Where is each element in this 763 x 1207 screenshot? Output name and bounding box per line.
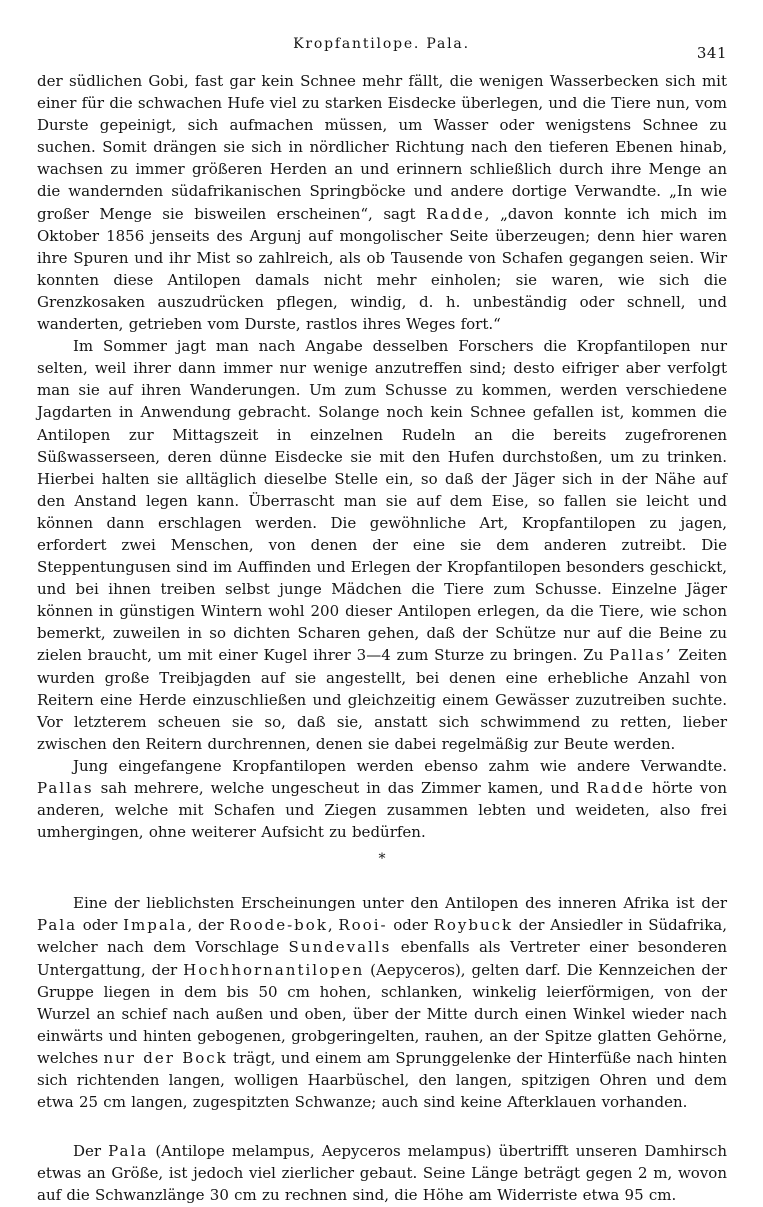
term-roode-bok: Roode-bok [229, 916, 328, 935]
section-separator: * [378, 851, 386, 868]
author-name-radde: Radde [586, 779, 645, 797]
term-hochhornantilopen: Hochhornantilopen [183, 960, 365, 979]
term-impala: Impala [123, 916, 188, 935]
paragraph-3-text-c: hörte von anderen, welche mit Schafen und Ziegen zusammen lebten und weideten, also frei umhergingen, ohne weiterer Aufsicht zu bedürfen. [37, 779, 727, 842]
paragraph-5-text: Der [73, 1142, 109, 1161]
paragraph-5-text-b: (Antilope melampus, Aepyceros melampus) übertrifft unseren Damhirsch etwas an Größe, ist jedoch viel zierlicher gebaut. Seine Länge beträgt gegen 2 m, wovon auf die Schwanzlänge 30 cm zu rechnen sind, die Höhe am Widerriste etwa 95 cm. [37, 1142, 727, 1205]
paragraph-2 [37, 335, 727, 755]
paragraph-5 [37, 1140, 727, 1206]
author-name-pallas: Pallas [37, 779, 94, 797]
paragraph-1-text: der südlichen Gobi, fast gar kein Schnee mehr fällt, die wenigen Wasserbecken sich mit einer für die schwachen Hufe viel zu starken Eisdecke überlegen, und die Tiere nun, vom Durste gepeinigt, sich aufmachen müssen, um Wasser oder wenigstens Schnee zu suchen. Somit drängen sie sich in nördlicher Richtung nach den tieferen Ebenen hinab, wachsen zu immer größeren Herden an und erinnern schließlich durch ihre Menge an die wandernden südafrikanischen Springböcke und andere dortige Verwandte. „In wie großer Menge sie bisweilen erscheinen“, sagt [37, 72, 727, 223]
paragraph-4-text-g: ebenfalls als Vertreter einer besonderen Untergattung, der [37, 938, 727, 979]
page-header [0, 36, 763, 60]
paragraph-4-text-i: trägt, und einem am Sprunggelenke der Hinterfüße nach hinten sich richtenden langen, wolligen Haarbüschel, den langen, spitzigen Ohren und dem etwa 25 cm langen, zugespitzten Schwanze; auch sind keine Afterklauen vorhanden. [37, 1048, 727, 1112]
term-roybuck: Roybuck [433, 916, 514, 935]
paragraph-2-text-b: Zeiten wurden große Treibjagden auf sie angestellt, bei denen eine erhebliche Anzahl von Reitern eine Herde einzuschließen und gleichzeitig einem Gewässer zuzutreiben suchte. Vor letzterem scheuen sie so, daß sie, anstatt sich schwimmend zu retten, lieber zwischen den Reitern durchrennen, denen sie dabei regelmäßig zur Beute werden. [37, 646, 727, 753]
paragraph-1-text-b: , „davon konnte ich mich im Oktober 1856 jenseits des Argunj auf mongolischer Seite überzeugen; denn hier waren ihre Spuren und ihr Mist so zahlreich, als ob Tausende von Schafen gegangen seien. Wir konnten diese Antilopen damals nicht mehr einholen; sie waren, wie sich die Grenzkosaken auszudrücken pflegen, windig, d. h. unbeständig oder schnell, und wanderten, getrieben vom Durste, rastlos ihres Weges fort.“ [37, 204, 727, 334]
page-number: 341 [696, 44, 727, 62]
paragraph-4-text-b: oder [77, 916, 124, 935]
paragraph-4-text-c: , der [187, 916, 230, 935]
term-pala: Pala [108, 1142, 149, 1161]
author-name-radde: Radde [426, 204, 485, 223]
paragraph-4-text-d: , [327, 916, 339, 935]
paragraph-2-text: Im Sommer jagt man nach Angabe desselben Forschers die Kropfantilopen nur selten, weil ihrer dann immer nur wenige anzutreffen sind; desto eifriger aber verfolgt man sie auf ihren Wanderungen. Um zum Schusse zu kommen, werden verschiedene Jagdarten in Anwendung gebracht. Solange noch kein Schnee gefallen ist, kommen die Antilopen zur Mittagszeit in einzelnen Rudeln an die bereits zugefrorenen Süßwasserseen, deren dünne Eisdecke sie mit den Hufen durchstoßen, um zu trinken. Hierbei halten sie alltäglich dieselbe Stelle ein, so daß der Jäger sich in der Nähe auf den Anstand legen kann. Überrascht man sie auf dem Eise, so fallen sie leicht und können dann erschlagen werden. Die gewöhnliche Art, Kropfantilopen zu jagen, erfordert zwei Menschen, von denen der eine sie dem anderen zutreibt. Die Steppentungusen sind im Auffinden und Erlegen der Kropfantilopen besonders geschickt, und bei ihnen treiben selbst junge Mädchen die Tiere zum Schusse. Einzelne Jäger können in günstigen Wintern wohl 200 dieser Antilopen erlegen, da die Tiere, wie schon bemerkt, zuweilen in so dichten Scharen gehen, daß der Schütze nur auf die Beine zu zielen braucht, um mit einer Kugel ihrer 3—4 zum Sturze zu bringen. Zu [37, 337, 727, 665]
term-rooi: Rooi- [338, 916, 388, 935]
paragraph-3 [37, 755, 727, 843]
paragraph-3-text-b: sah mehrere, welche ungescheut in das Zimmer kamen, und [93, 779, 587, 797]
paragraph-3-text: Jung eingefangene Kropfantilopen werden ebenso zahm wie andere Verwandte. [73, 756, 727, 775]
author-name-pallas: Pallas’ [609, 646, 673, 665]
paragraph-4-text-f: der Ansiedler in Südafrika, welcher nach dem Vorschlage [37, 916, 727, 957]
term-nur-der-bock: nur der Bock [103, 1048, 228, 1067]
paragraph-4-text-e: oder [387, 916, 434, 935]
paragraph-4 [37, 892, 727, 1113]
paragraph-4-text-h: (Aepyceros), gelten darf. Die Kennzeichen der Gruppe liegen in dem bis 50 cm hohen, schlanken, winkelig leierförmigen, von der Wurzel an schief nach außen und oben, über der Mitte durch einen Winkel wieder nach einwärts und hinten gebogenen, grobgeringelten, rauhen, an der Spitze glatten Gehörne, welches [37, 960, 727, 1067]
author-name-sundevall: Sundevalls [288, 938, 392, 957]
paragraph-4-text: Eine der lieblichsten Erscheinungen unter den Antilopen des inneren Afrika ist der [73, 894, 727, 913]
paragraph-1 [37, 70, 727, 335]
term-pala: Pala [37, 916, 78, 935]
page-body [37, 70, 727, 1207]
running-head: Kropfantilope. Pala. [293, 36, 470, 52]
